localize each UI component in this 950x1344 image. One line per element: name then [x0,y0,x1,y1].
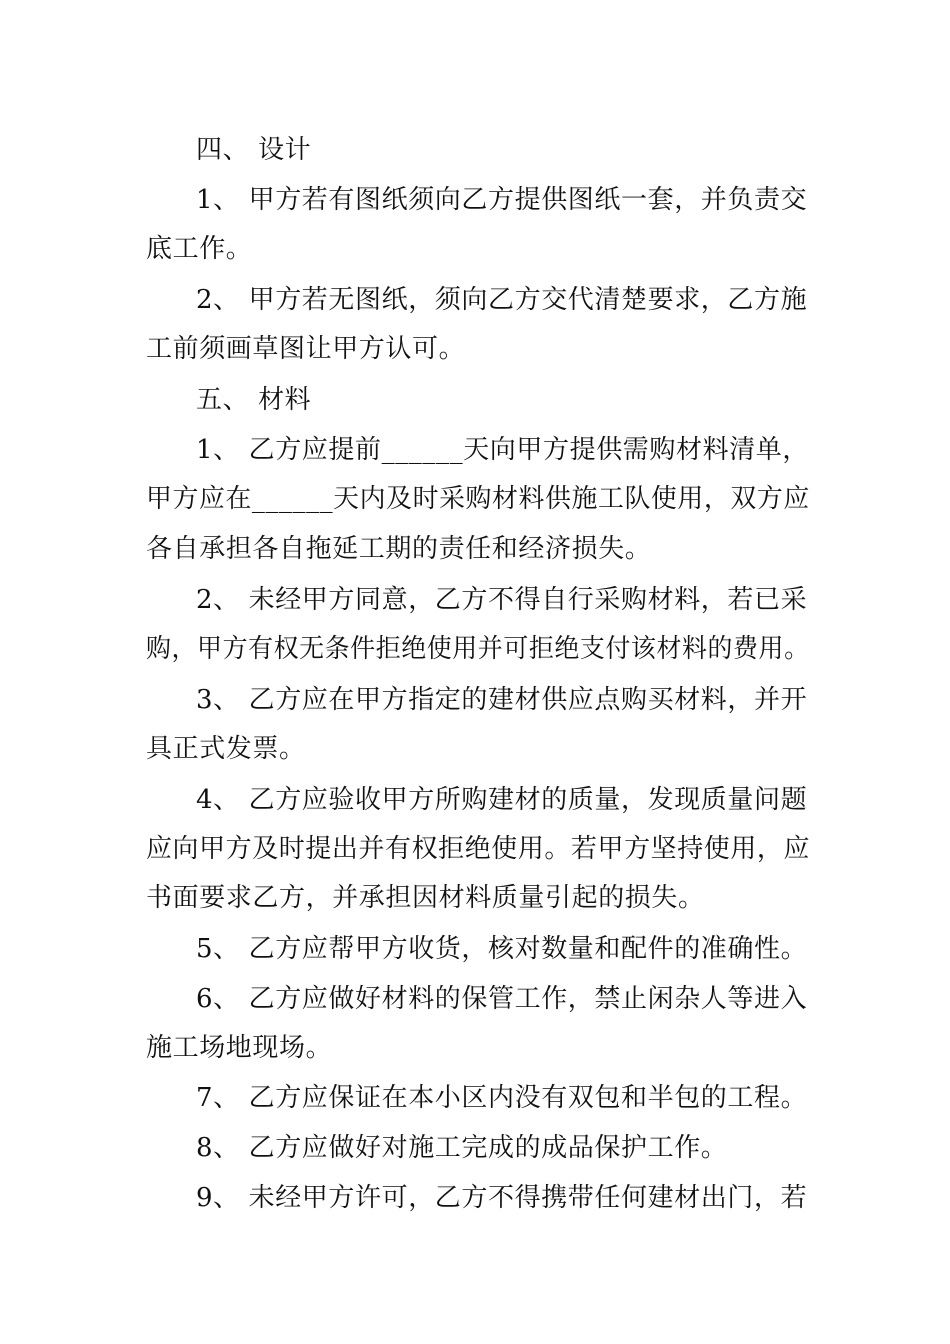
paragraph-line: 应向甲方及时提出并有权拒绝使用。若甲方坚持使用，应 [146,834,811,864]
paragraph-line: 4、 乙方应验收甲方所购建材的质量，发现质量问题 [196,785,808,815]
paragraph-line: 购，甲方有权无条件拒绝使用并可拒绝支付该材料的费用。 [146,634,810,664]
paragraph-line: 底工作。 [146,234,253,264]
paragraph-line: 甲方应在______天内及时采购材料供施工队使用，双方应 [146,484,810,514]
paragraph-line: 8、 乙方应做好对施工完成的成品保护工作。 [196,1133,728,1163]
section-heading-materials: 五、 材料 [196,385,312,415]
paragraph-line: 2、 甲方若无图纸，须向乙方交代清楚要求，乙方施 [196,285,808,315]
paragraph-line: 施工场地现场。 [146,1033,333,1063]
paragraph-line: 1、 甲方若有图纸须向乙方提供图纸一套，并负责交 [196,185,808,215]
paragraph-line: 2、 未经甲方同意，乙方不得自行采购材料，若已采 [196,585,808,615]
paragraph-line: 3、 乙方应在甲方指定的建材供应点购买材料，并开 [196,685,808,715]
paragraph-line: 1、 乙方应提前______天向甲方提供需购材料清单， [196,435,810,465]
paragraph-line: 书面要求乙方，并承担因材料质量引起的损失。 [146,883,705,913]
paragraph-line: 9、 未经甲方许可，乙方不得携带任何建材出门，若 [196,1183,808,1213]
paragraph-line: 具正式发票。 [146,734,306,764]
paragraph-line: 6、 乙方应做好材料的保管工作，禁止闲杂人等进入 [196,984,808,1014]
paragraph-line: 5、 乙方应帮甲方收货，核对数量和配件的准确性。 [196,934,808,964]
paragraph-line: 7、 乙方应保证在本小区内没有双包和半包的工程。 [196,1083,808,1113]
paragraph-line: 各自承担各自拖延工期的责任和经济损失。 [146,534,652,564]
paragraph-line: 工前须画草图让甲方认可。 [146,334,466,364]
section-heading-design: 四、 设计 [196,135,312,165]
